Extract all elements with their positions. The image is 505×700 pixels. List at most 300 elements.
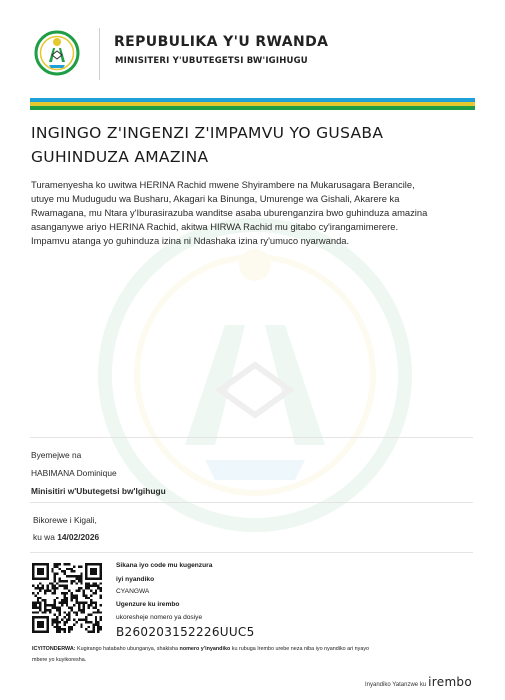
qr-module [100,611,102,613]
qr-module [32,626,34,628]
qr-module [39,631,41,633]
document-header [0,0,505,100]
qr-module [73,611,75,613]
qr-module [75,594,77,596]
qr-module [90,573,92,575]
qr-module [85,575,87,577]
qr-module [61,602,63,604]
qr-module [39,570,41,572]
qr-module [75,575,77,577]
body-line: Turamenyesha ko uwitwa HERINA Rachid mwene Shyirambere na Mukarusagara Berancile, [31,179,415,190]
qr-module [39,573,41,575]
qr-module [42,587,44,589]
qr-module [46,621,48,623]
or-label: CYANGWA [116,588,150,595]
qr-module [90,604,92,606]
qr-module [63,563,65,565]
qr-module [39,577,41,579]
qr-module [42,623,44,625]
qr-module [88,631,90,633]
qr-module [39,623,41,625]
qr-module [59,563,61,565]
qr-module [95,623,97,625]
document-title [31,121,471,169]
qr-module [54,565,56,567]
qr-module [80,623,82,625]
qr-module [54,604,56,606]
qr-module [37,570,39,572]
qr-module [37,573,39,575]
qr-module [37,626,39,628]
qr-module [39,616,41,618]
flag-stripe-green [30,106,475,110]
qr-module [90,585,92,587]
qr-module [85,568,87,570]
qr-module [90,602,92,604]
document-body [31,178,471,248]
notice-part-1: Kugirango hatabaho ubunganya, shakisha [77,646,179,652]
qr-module [34,563,36,565]
qr-module [71,568,73,570]
qr-module [68,626,70,628]
qr-module [46,623,48,625]
qr-module [80,609,82,611]
qr-module [95,577,97,579]
qr-module [61,599,63,601]
qr-module [61,570,63,572]
qr-module [66,597,68,599]
qr-module [34,611,36,613]
qr-module [46,585,48,587]
qr-module [63,585,65,587]
qr-module [49,590,51,592]
qr-module [78,580,80,582]
qr-module [32,623,34,625]
qr-module [42,563,44,565]
qr-module [59,631,61,633]
qr-module [42,631,44,633]
qr-module [42,616,44,618]
qr-module [85,582,87,584]
qr-module [32,565,34,567]
qr-module [32,573,34,575]
qr-module [56,563,58,565]
qr-module [46,609,48,611]
qr-module [92,570,94,572]
body-line: utuye mu Mudugudu wa Busharu, Akagari ka Binunga, Umurenge wa Gishali, Akarere ka [31,193,400,204]
qr-module [32,619,34,621]
qr-module [32,616,34,618]
qr-module [44,577,46,579]
body-line: asanganywe ariyo HERINA Rachid, akitwa HIRWA Rachid mu gitabo cy'irangamimerere. [31,221,399,232]
qr-module [54,573,56,575]
qr-module [100,575,102,577]
qr-module [56,631,58,633]
qr-module [46,628,48,630]
qr-module [37,616,39,618]
qr-module [44,602,46,604]
qr-module [78,602,80,604]
qr-module [85,565,87,567]
qr-module [73,580,75,582]
qr-module [63,616,65,618]
qr-module [51,582,53,584]
notice-part-2: ku rubuga Irembo urebe neza niba iyo nyandiko ari nyayo [231,646,370,652]
qr-module [59,628,61,630]
qr-module [88,582,90,584]
irembo-logo: irembo [428,675,472,689]
qr-module [56,623,58,625]
qr-module [90,599,92,601]
signer-title: Minisitiri w'Ubutegetsi bw'Igihugu [31,486,166,496]
scan-label-2: iyi nyandiko [116,576,155,583]
qr-module [56,597,58,599]
qr-module [100,565,102,567]
qr-module [37,606,39,608]
qr-module [46,616,48,618]
qr-module [100,577,102,579]
qr-module [97,626,99,628]
qr-module [46,619,48,621]
qr-module [34,606,36,608]
qr-module [59,602,61,604]
qr-module [83,606,85,608]
qr-module [63,587,65,589]
qr-module [92,631,94,633]
qr-module [49,582,51,584]
qr-module [32,570,34,572]
qr-module [68,631,70,633]
qr-module [80,619,82,621]
qr-module [73,575,75,577]
qr-module [59,606,61,608]
qr-module [68,614,70,616]
qr-module [75,614,77,616]
qr-module [56,621,58,623]
qr-module [46,626,48,628]
qr-module [66,621,68,623]
qr-module [78,565,80,567]
qr-module [68,616,70,618]
qr-module [75,602,77,604]
qr-module [68,611,70,613]
qr-code-icon [32,563,102,633]
qr-module [56,628,58,630]
qr-module [88,597,90,599]
qr-module [92,577,94,579]
qr-module [66,602,68,604]
divider [30,437,473,438]
qr-module [97,585,99,587]
notice-line-2: mbere yo kuyikoresha. [32,657,87,663]
qr-module [37,611,39,613]
qr-module [44,604,46,606]
qr-module [32,606,34,608]
qr-module [44,590,46,592]
qr-module [32,611,34,613]
qr-module [61,628,63,630]
qr-module [54,602,56,604]
qr-module [68,628,70,630]
qr-module [42,611,44,613]
qr-module [97,611,99,613]
qr-module [92,602,94,604]
qr-module [56,587,58,589]
qr-module [97,563,99,565]
qr-module [66,568,68,570]
qr-module [59,580,61,582]
qr-module [95,590,97,592]
qr-module [80,582,82,584]
qr-module [44,606,46,608]
qr-module [32,577,34,579]
qr-module [71,575,73,577]
qr-module [85,570,87,572]
qr-module [78,590,80,592]
qr-module [59,577,61,579]
qr-module [56,616,58,618]
issued-by-label: Inyandiko Yatanzwe ku [365,682,427,688]
qr-module [59,609,61,611]
qr-module [83,604,85,606]
qr-module [75,582,77,584]
qr-module [90,614,92,616]
qr-module [54,585,56,587]
qr-module [46,631,48,633]
qr-module [34,577,36,579]
qr-module [78,604,80,606]
qr-module [92,568,94,570]
qr-module [100,573,102,575]
qr-module [71,606,73,608]
qr-module [34,587,36,589]
qr-module [56,606,58,608]
qr-module [61,604,63,606]
signer-name: HABIMANA Dominique [31,468,117,478]
qr-module [68,606,70,608]
qr-module [39,606,41,608]
qr-module [42,577,44,579]
qr-module [44,563,46,565]
qr-module [80,573,82,575]
qr-module [54,580,56,582]
qr-module [80,575,82,577]
qr-module [42,570,44,572]
qr-module [97,631,99,633]
qr-module [37,592,39,594]
qr-module [34,604,36,606]
notice [32,644,472,666]
qr-module [95,592,97,594]
qr-module [56,565,58,567]
qr-module [34,594,36,596]
qr-module [66,614,68,616]
qr-module [92,628,94,630]
qr-module [61,619,63,621]
qr-module [59,614,61,616]
qr-module [51,606,53,608]
qr-module [88,604,90,606]
header-divider [99,28,100,80]
qr-module [42,585,44,587]
qr-module [46,604,48,606]
qr-module [78,587,80,589]
qr-module [97,628,99,630]
qr-module [32,631,34,633]
qr-module [85,585,87,587]
qr-module [54,621,56,623]
qr-module [63,631,65,633]
notice-prefix: ICYITONDERWA: [32,646,76,652]
qr-module [63,594,65,596]
qr-module [42,621,44,623]
qr-module [75,577,77,579]
qr-module [51,585,53,587]
qr-module [92,611,94,613]
qr-module [51,570,53,572]
flag-stripes [30,98,475,110]
qr-module [51,621,53,623]
qr-module [83,602,85,604]
body-line: Rwamagana, mu Ntara y'Iburasirazuba wanditse asaba uburenganzira bwo guhinduza amazina [31,207,428,218]
qr-module [42,599,44,601]
qr-module [66,563,68,565]
qr-module [78,609,80,611]
qr-module [97,621,99,623]
qr-module [54,592,56,594]
qr-module [39,609,41,611]
qr-module [46,575,48,577]
qr-module [100,628,102,630]
qr-module [100,582,102,584]
qr-module [73,623,75,625]
qr-module [66,599,68,601]
qr-module [63,580,65,582]
qr-module [51,568,53,570]
qr-module [83,611,85,613]
qr-module [34,631,36,633]
qr-module [100,597,102,599]
qr-module [71,626,73,628]
qr-module [88,587,90,589]
qr-module [37,568,39,570]
qr-module [95,582,97,584]
qr-module [49,611,51,613]
qr-module [37,602,39,604]
qr-module [39,621,41,623]
qr-module [71,580,73,582]
qr-module [100,616,102,618]
qr-module [32,628,34,630]
signed-by-label: Byemejwe na [31,450,82,460]
qr-module [83,594,85,596]
qr-module [88,585,90,587]
qr-module [54,587,56,589]
qr-module [85,573,87,575]
qr-module [54,619,56,621]
qr-module [90,568,92,570]
qr-module [39,604,41,606]
qr-module [37,597,39,599]
qr-module [37,585,39,587]
qr-module [59,611,61,613]
body-line: Impamvu atanga yo guhinduza izina ni Ndashaka izina ry'umuco nyarwanda. [31,235,350,246]
qr-module [54,577,56,579]
qr-module [100,568,102,570]
qr-module [73,570,75,572]
qr-module [66,580,68,582]
qr-module [80,611,82,613]
qr-module [78,606,80,608]
qr-module [37,577,39,579]
qr-module [66,592,68,594]
qr-module [71,594,73,596]
qr-module [42,573,44,575]
qr-module [63,611,65,613]
qr-module [59,585,61,587]
qr-module [37,623,39,625]
qr-module [42,568,44,570]
qr-module [63,628,65,630]
qr-module [32,592,34,594]
qr-module [80,602,82,604]
qr-module [32,604,34,606]
visit-irembo-label: Ugenzure ku irembo [116,601,180,608]
qr-module [34,616,36,618]
qr-module [39,587,41,589]
qr-module [73,619,75,621]
qr-module [92,592,94,594]
qr-module [56,582,58,584]
ministry-name: MINISITERI Y'UBUTEGETSI BW'IGIHUGU [115,56,308,66]
qr-module [63,602,65,604]
qr-module [92,585,94,587]
divider [30,552,473,553]
issued-date: 14/02/2026 [57,532,100,542]
qr-module [97,577,99,579]
qr-module [66,585,68,587]
qr-module [63,573,65,575]
qr-module [85,628,87,630]
qr-module [71,582,73,584]
qr-module [100,604,102,606]
qr-module [83,609,85,611]
qr-module [75,599,77,601]
qr-module [92,573,94,575]
qr-module [44,609,46,611]
qr-module [92,563,94,565]
qr-module [95,606,97,608]
qr-module [95,616,97,618]
qr-module [95,568,97,570]
qr-module [51,619,53,621]
qr-module [68,563,70,565]
qr-module [85,621,87,623]
qr-module [88,614,90,616]
qr-module [92,606,94,608]
qr-module [95,585,97,587]
qr-module [88,563,90,565]
qr-module [100,570,102,572]
qr-module [73,604,75,606]
qr-module [80,565,82,567]
qr-module [56,626,58,628]
qr-module [97,587,99,589]
qr-module [54,575,56,577]
qr-module [97,609,99,611]
qr-module [54,563,56,565]
qr-module [54,606,56,608]
